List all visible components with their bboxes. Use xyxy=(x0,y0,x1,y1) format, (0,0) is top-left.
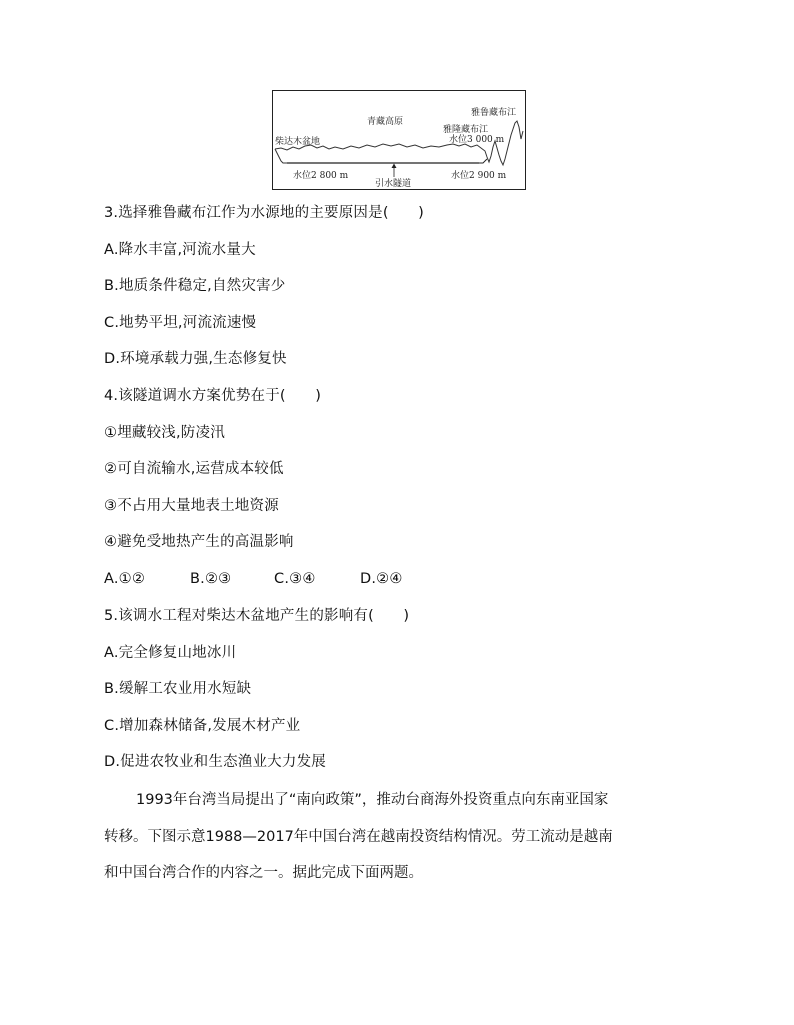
q4-option-d: D.②④ xyxy=(360,571,403,587)
label-chaidamu: 柴达木盆地 xyxy=(275,137,321,147)
q5-option-c: C.增加森林储备,发展木材产业 xyxy=(104,718,301,734)
q4-item-4: ④避免受地热产生的高温影响 xyxy=(104,534,294,550)
q4-option-c: C.③④ xyxy=(274,571,316,587)
q4-item-3: ③不占用大量地表土地资源 xyxy=(104,498,279,514)
tunnel-arrowhead xyxy=(392,164,397,169)
q5-option-b: B.缓解工农业用水短缺 xyxy=(104,681,252,697)
q3-option-b: B.地质条件稳定,自然灾害少 xyxy=(104,278,286,294)
q4-options xyxy=(104,569,403,589)
q4-stem: 4.该隧道调水方案优势在于( ) xyxy=(104,388,322,404)
profile-diagram xyxy=(272,90,526,190)
q4-item-2: ②可自流输水,运营成本较低 xyxy=(104,461,284,477)
q5-stem: 5.该调水工程对柴达木盆地产生的影响有( ) xyxy=(104,608,410,624)
q3-stem: 3.选择雅鲁藏布江作为水源地的主要原因是( ) xyxy=(104,205,424,221)
label-yarlung: 雅鲁藏布江 xyxy=(471,108,517,118)
passage-line-2: 转移。下图示意1988—2017年中国台湾在越南投资结构情况。劳工流动是越南 xyxy=(104,829,613,845)
q3-option-c: C.地势平坦,河流流速慢 xyxy=(104,315,257,331)
q4-option-b: B.②③ xyxy=(190,571,232,587)
q3-option-a: A.降水丰富,河流水量大 xyxy=(104,242,256,258)
label-tunnel: 引水隧道 xyxy=(375,179,412,189)
q5-option-a: A.完全修复山地冰川 xyxy=(104,645,237,661)
q4-item-1: ①埋藏较浅,防凌汛 xyxy=(104,425,225,441)
label-yalong: 雅隆藏布江 xyxy=(443,125,489,135)
river-water xyxy=(479,159,487,163)
q4-option-a: A.①② xyxy=(104,571,146,587)
label-water-2800: 水位2 800 m xyxy=(293,171,349,181)
label-water-2900: 水位2 900 m xyxy=(451,171,507,181)
q3-option-d: D.环境承载力强,生态修复快 xyxy=(104,351,287,367)
label-qingzang: 青藏高原 xyxy=(367,117,404,127)
passage-line-1: 1993年台湾当局提出了“南向政策”，推动台商海外投资重点向东南亚国家 xyxy=(136,792,609,808)
basin-edge xyxy=(275,149,287,163)
passage-line-3: 和中国台湾合作的内容之一。据此完成下面两题。 xyxy=(104,865,423,881)
label-water-3000: 水位3 000 m xyxy=(449,135,505,145)
q5-option-d: D.促进农牧业和生态渔业大力发展 xyxy=(104,754,326,770)
